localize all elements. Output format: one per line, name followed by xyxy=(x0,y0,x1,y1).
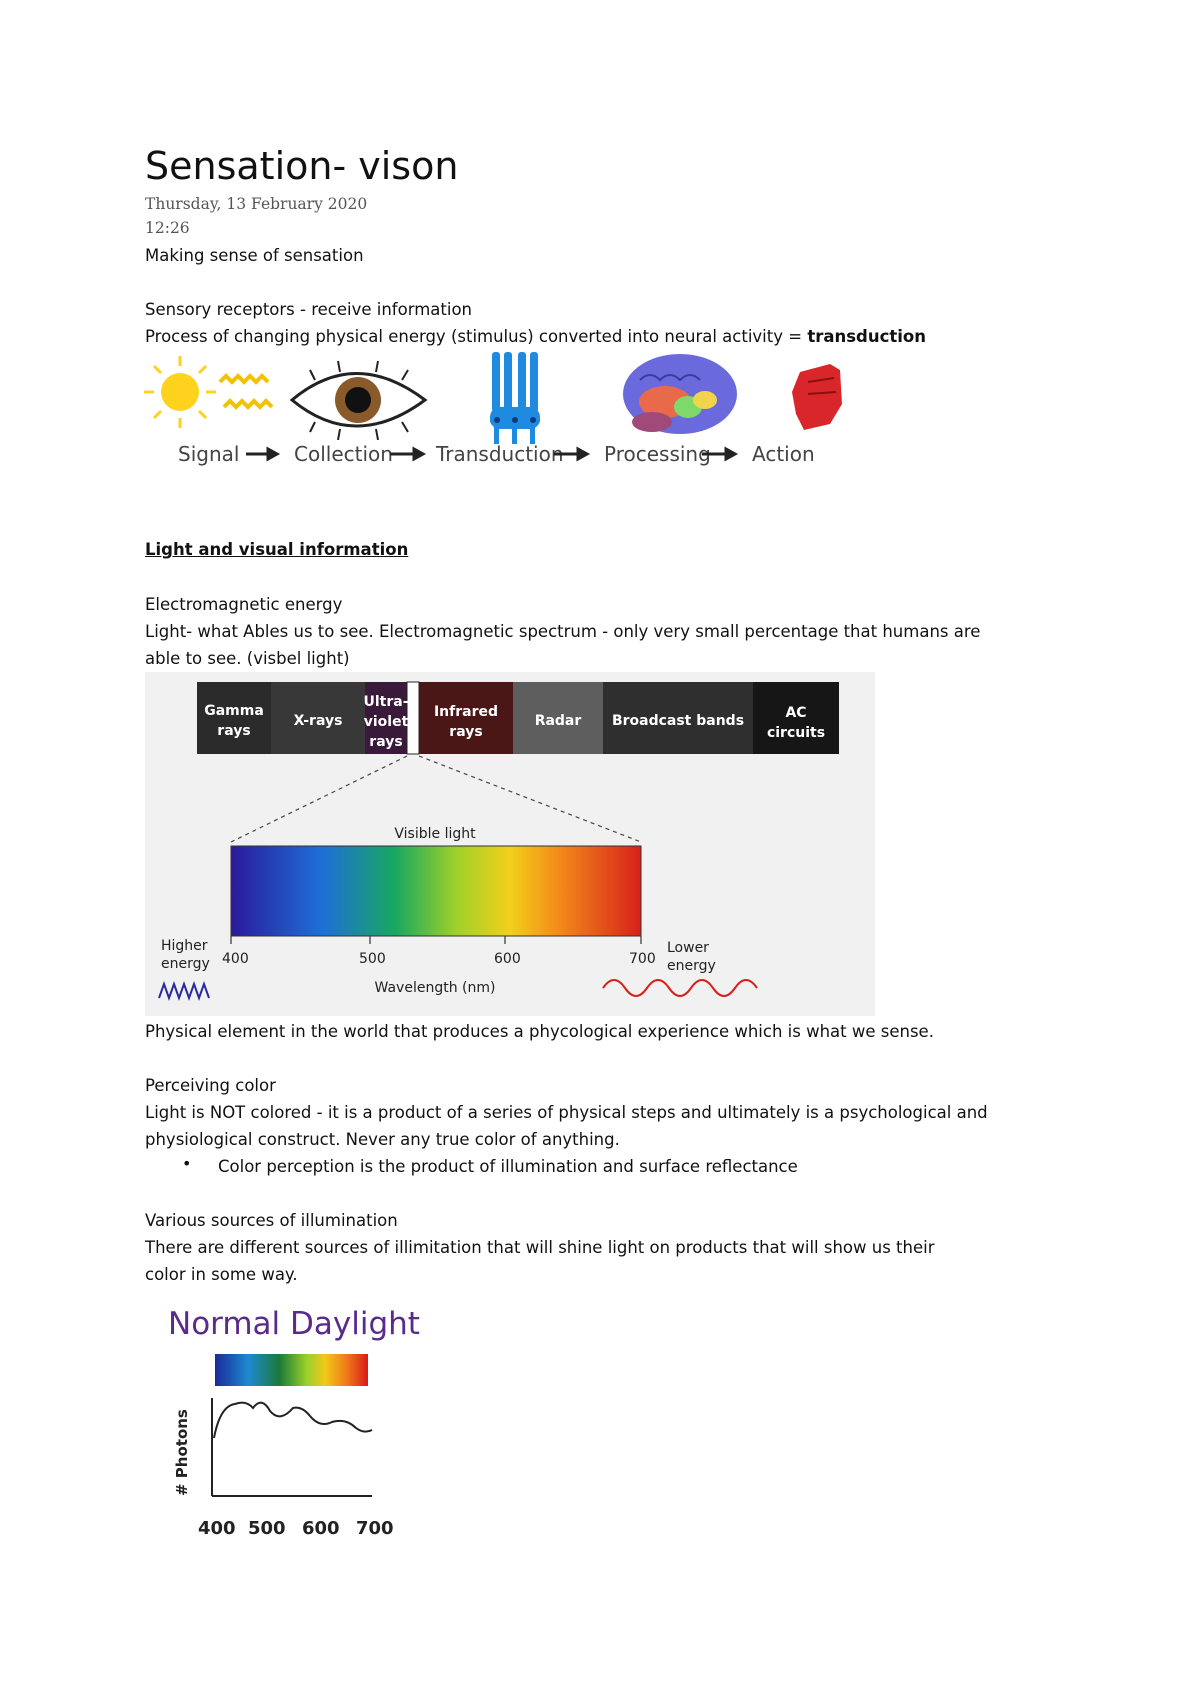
photoreceptor-cells-icon xyxy=(490,352,540,444)
visible-light-label: Visible light xyxy=(394,826,476,842)
eye-icon xyxy=(292,361,425,440)
different-sources-line-1: There are different sources of illimitation that will shine light on products that will show us their xyxy=(145,1238,935,1257)
tick-700: 700 xyxy=(629,951,656,967)
not-colored-line-1: Light is NOT colored - it is a product of a series of physical steps and ultimately is a psychological and xyxy=(145,1103,988,1122)
band-label-radar: Radar xyxy=(534,713,582,729)
band-label-gamma-1: Gamma xyxy=(204,703,264,719)
tick-500: 500 xyxy=(359,951,386,967)
em-energy-line: Electromagnetic energy xyxy=(145,595,343,614)
physical-element-line: Physical element in the world that produces a phycological experience which is what we sense. xyxy=(145,1022,934,1041)
different-sources-line-2: color in some way. xyxy=(145,1265,298,1284)
band-label-broadcast: Broadcast bands xyxy=(611,713,745,729)
tick-600: 600 xyxy=(494,951,521,967)
band-label-ac-1: AC xyxy=(785,705,807,721)
daylight-title: Normal Daylight xyxy=(168,1306,420,1342)
band-label-infrared-1: Infrared xyxy=(433,704,499,720)
tick-400: 400 xyxy=(222,951,249,967)
higher-energy-label-2: energy xyxy=(161,956,210,972)
transduction-term: transduction xyxy=(807,327,927,346)
band-label-ac-2: circuits xyxy=(766,725,826,741)
flow-step-processing: Processing xyxy=(604,442,711,466)
lower-energy-label-2: energy xyxy=(667,958,716,974)
band-label-uv-2: violet xyxy=(363,714,409,730)
light-section-heading: Light and visual information xyxy=(145,540,409,559)
receptors-line: Sensory receptors - receive information xyxy=(145,300,472,319)
daylight-spectrum-bar xyxy=(215,1354,368,1386)
normal-daylight-figure xyxy=(160,1298,420,1548)
brain-icon xyxy=(623,354,737,434)
note-date: Thursday, 13 February 2020 xyxy=(145,195,368,213)
em-spectrum-figure xyxy=(145,672,875,1016)
band-label-uv-1: Ultra- xyxy=(363,694,409,710)
process-text: Process of changing physical energy (stimulus) converted into neural activity = xyxy=(145,327,808,346)
daylight-curve xyxy=(214,1403,372,1438)
daylight-tick-400: 400 xyxy=(198,1518,236,1539)
light-line-2: able to see. (visbel light) xyxy=(145,649,350,668)
various-sources-line: Various sources of illumination xyxy=(145,1211,398,1230)
daylight-tick-500: 500 xyxy=(248,1518,286,1539)
flow-step-transduction: Transduction xyxy=(436,442,564,466)
transduction-flow-diagram xyxy=(140,352,900,512)
daylight-tick-700: 700 xyxy=(356,1518,394,1539)
band-label-uv-3: rays xyxy=(369,734,403,750)
daylight-y-label: # Photons xyxy=(173,1409,191,1496)
making-sense-line: Making sense of sensation xyxy=(145,246,364,265)
band-visible-slot xyxy=(407,682,419,754)
flow-step-signal: Signal xyxy=(178,442,240,466)
band-label-infrared-2: rays xyxy=(449,724,483,740)
sun-icon xyxy=(144,356,216,428)
action-hand-icon xyxy=(792,364,842,430)
perceiving-color-line: Perceiving color xyxy=(145,1076,276,1095)
bullet-dot: • xyxy=(182,1154,192,1173)
flow-step-collection: Collection xyxy=(294,442,393,466)
note-time: 12:26 xyxy=(145,219,190,237)
band-label-xrays: X-rays xyxy=(293,713,343,729)
flow-step-action: Action xyxy=(752,442,815,466)
bullet-item: Color perception is the product of illumination and surface reflectance xyxy=(218,1157,798,1176)
process-line xyxy=(145,327,926,346)
band-label-gamma-2: rays xyxy=(217,723,251,739)
wavelength-axis-label: Wavelength (nm) xyxy=(374,980,496,996)
light-wave-icon xyxy=(220,376,272,407)
not-colored-line-2: physiological construct. Never any true color of anything. xyxy=(145,1130,620,1149)
page-title: Sensation- vison xyxy=(145,144,459,188)
visible-spectrum-bar xyxy=(231,846,641,936)
light-line-1: Light- what Ables us to see. Electromagnetic spectrum - only very small percentage that humans are xyxy=(145,622,981,641)
daylight-tick-600: 600 xyxy=(302,1518,340,1539)
higher-energy-label-1: Higher xyxy=(161,938,208,954)
lower-energy-label-1: Lower xyxy=(667,940,709,956)
